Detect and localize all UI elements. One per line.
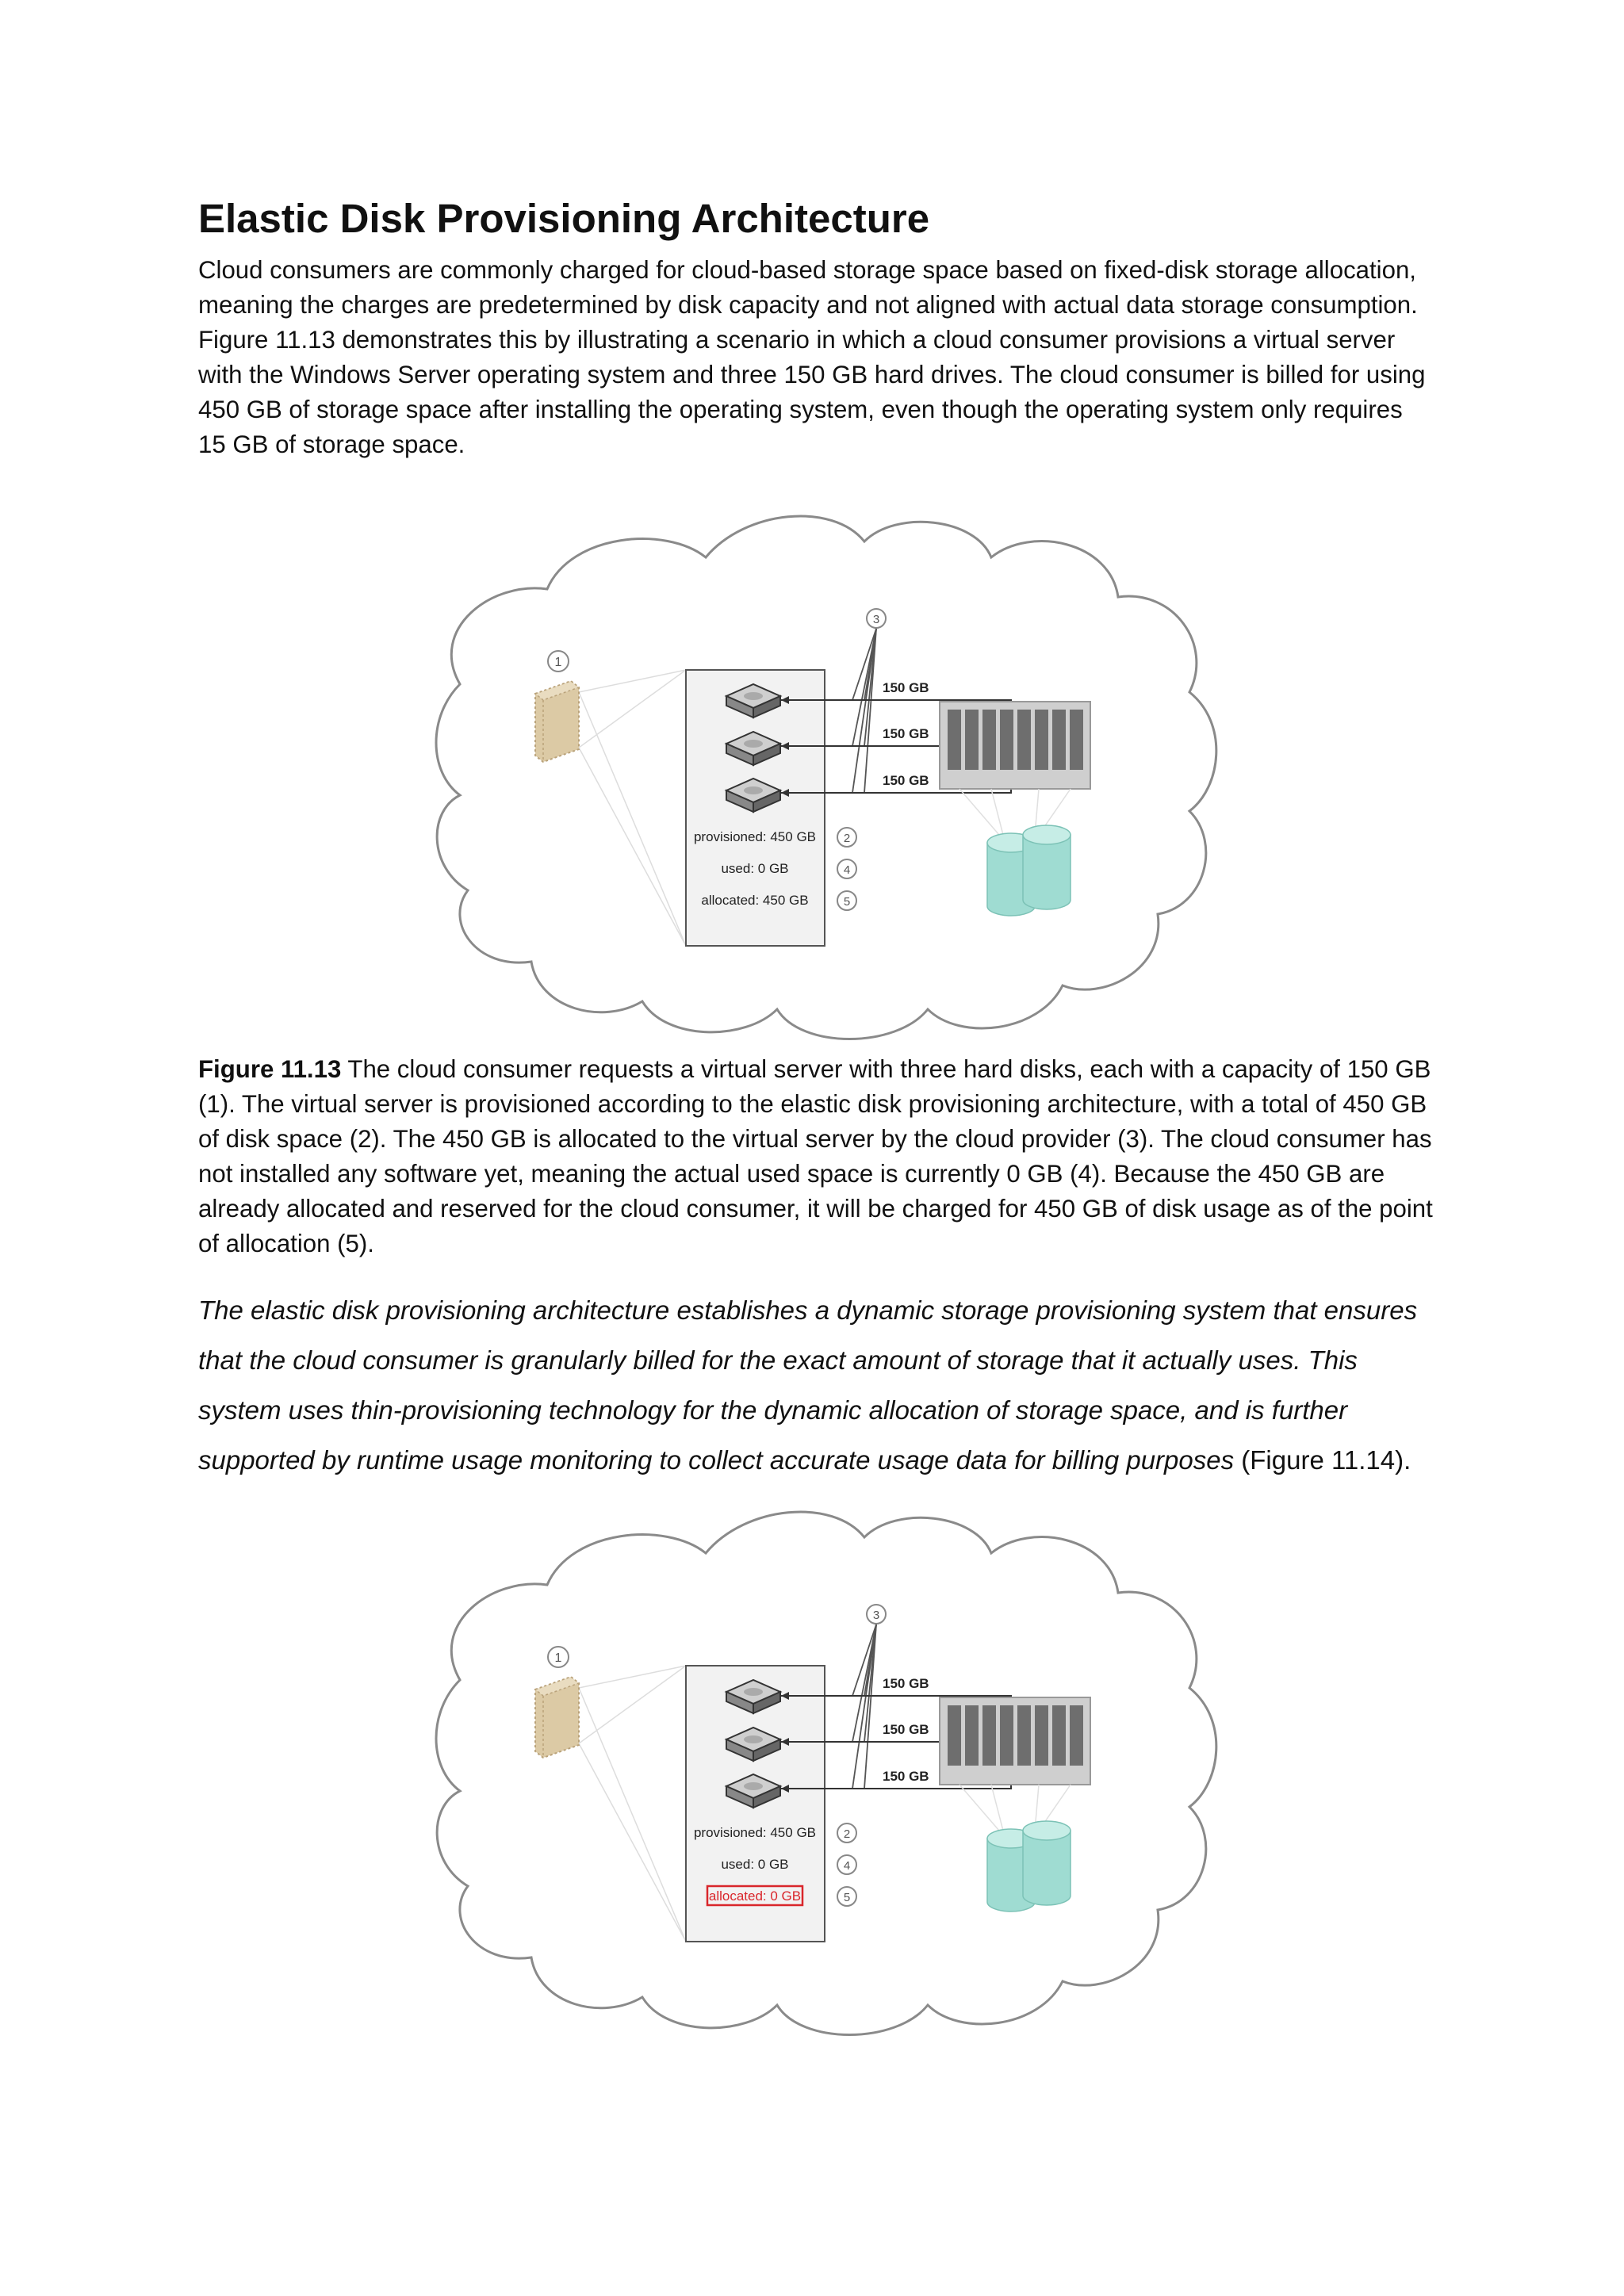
used-label: used: 0 GB	[721, 1857, 789, 1872]
callout-4	[837, 859, 856, 878]
figure-11-14-diagram	[198, 1490, 1435, 2045]
svg-text:1: 1	[554, 1651, 562, 1665]
cloud-outline	[436, 516, 1216, 1039]
svg-text:2: 2	[843, 832, 851, 845]
disk-capacity-label: 150 GB	[883, 773, 929, 788]
caption-text: The cloud consumer requests a virtual server with three hard disks, each with a capacity of 150 GB (1). The virtual server is provisioned according to the elastic disk provisioning architecture, with a total of 450 GB of disk space (2). The 450 GB is allocated to the virtual server by the cloud provider (3). The cloud consumer has not installed any software yet, meaning the actual used space is currently 0 GB (4). Because the 450 GB are already allocated and reserved for the cloud consumer, it will be charged for 450 GB of disk usage as of the point of allocation (5).	[198, 1055, 1433, 1257]
svg-text:3: 3	[872, 1609, 880, 1622]
database-icon	[1023, 825, 1071, 909]
svg-text:5: 5	[843, 1891, 851, 1904]
virtual-server-icon	[535, 1677, 579, 1758]
svg-text:1: 1	[554, 656, 562, 669]
figure-11-13-diagram	[198, 494, 1435, 1049]
elastic-provisioning-paragraph	[198, 1285, 1435, 1485]
svg-text:2: 2	[843, 1827, 851, 1841]
callout-2	[837, 1823, 856, 1843]
callout-1	[548, 651, 569, 672]
figure-11-14	[198, 1490, 1435, 2045]
intro-paragraph: Cloud consumers are commonly charged for cloud-based storage space based on fixed-disk storage allocation, meaning the charges are predetermined by disk capacity and not aligned with actual data storage consumption. Figure 11.13 demonstrates this by illustrating a scenario in which a cloud consumer provisions a virtual server with the Windows Server operating system and three 150 GB hard drives. The cloud consumer is billed for using 450 GB of storage space after installing the operating system, even though the operating system only requires 15 GB of storage space.	[198, 256, 1426, 458]
figure-11-13-caption	[198, 1052, 1435, 1261]
disk-capacity-label: 150 GB	[883, 1769, 929, 1784]
storage-array-icon	[940, 702, 1090, 789]
used-label: used: 0 GB	[721, 861, 789, 876]
svg-text:4: 4	[843, 863, 851, 877]
disk-capacity-label: 150 GB	[883, 726, 929, 741]
virtual-server-icon	[535, 681, 579, 762]
callout-2	[837, 828, 856, 847]
document-page	[198, 194, 1435, 2045]
figure-11-13	[198, 494, 1435, 1049]
figure-reference: (Figure 11.14).	[1241, 1445, 1411, 1475]
allocated-label: allocated: 450 GB	[701, 893, 809, 908]
disk-capacity-label: 150 GB	[883, 1676, 929, 1691]
paragraph-text: The elastic disk provisioning architecture establishes a dynamic storage provisioning system that ensures that the cloud consumer is granularly billed for the exact amount of storage that it actually uses. This system uses thin-provisioning technology for the dynamic allocation of storage space, and is further supported by runtime usage monitoring to collect accurate usage data for billing purposes	[198, 1295, 1418, 1475]
callout-3	[867, 609, 886, 628]
callout-5	[837, 1887, 856, 1906]
disk-capacity-label: 150 GB	[883, 1722, 929, 1737]
allocated-label: allocated: 0 GB	[708, 1888, 802, 1904]
provisioned-label: provisioned: 450 GB	[693, 1825, 817, 1840]
callout-3	[867, 1605, 886, 1624]
page-title: Elastic Disk Provisioning Architecture	[198, 196, 930, 241]
callout-4	[837, 1855, 856, 1874]
disk-capacity-label: 150 GB	[883, 680, 929, 695]
svg-text:3: 3	[872, 613, 880, 626]
storage-array-icon	[940, 1697, 1090, 1785]
svg-text:4: 4	[843, 1859, 851, 1873]
callout-1	[548, 1647, 569, 1667]
provisioned-label: provisioned: 450 GB	[693, 829, 817, 844]
caption-label: Figure 11.13	[198, 1055, 342, 1083]
callout-5	[837, 891, 856, 910]
svg-text:5: 5	[843, 895, 851, 909]
cloud-outline	[436, 1512, 1216, 2035]
database-icon	[1023, 1821, 1071, 1905]
